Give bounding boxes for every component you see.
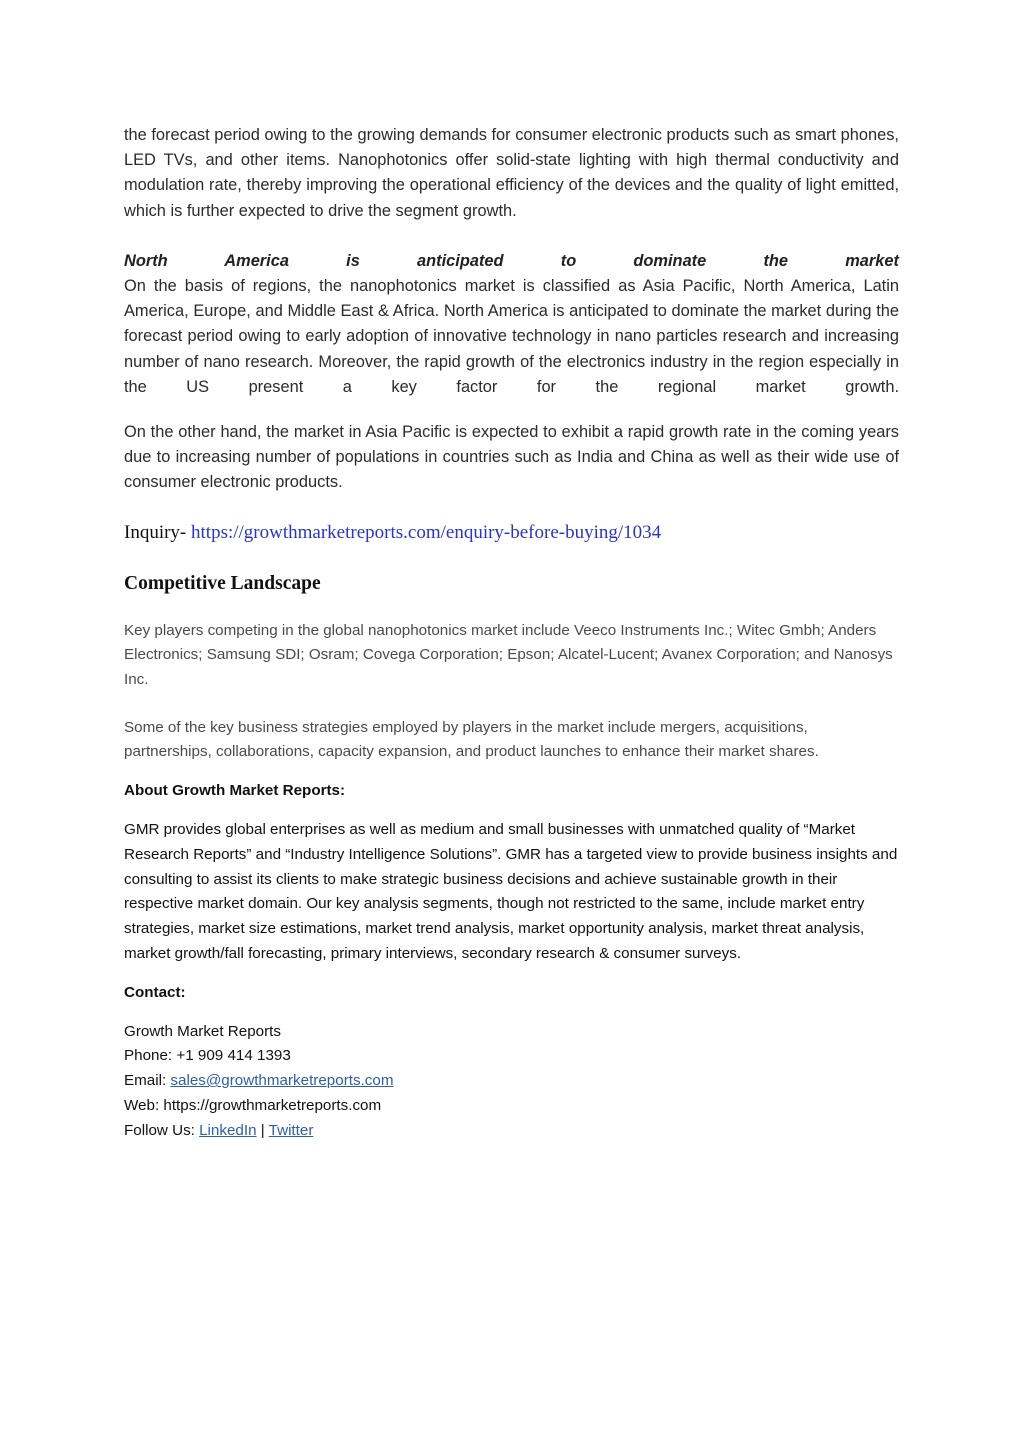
intro-paragraph: the forecast period owing to the growing demands for consumer electronic products such as smart phones, LED TVs, and other items. Nanophotonics offer solid-state lighting with high thermal conductivity and modulation rate, thereby improving the operational efficiency of the devices and the quality of light emitted, which is further expected to drive the segment growth. xyxy=(124,126,899,220)
page-content xyxy=(124,123,899,1144)
linkedin-link[interactable]: LinkedIn xyxy=(199,1121,257,1139)
inquiry-link[interactable]: https://growthmarketreports.com/enquiry-before-buying/1034 xyxy=(191,521,662,543)
contact-phone: Phone: +1 909 414 1393 xyxy=(124,1047,291,1065)
region-paragraph: On the basis of regions, the nanophotonics market is classified as Asia Pacific, North America, Latin America, Europe, and Middle East & Africa. North America is anticipated to dominate the market during the forecast period owing to early adoption of innovative technology in nano particles research and increasing number of nano research. Moreover, the rapid growth of the electronics industry in the region especially in the US present a key factor for the regional market growth. xyxy=(124,277,899,396)
email-link[interactable]: sales@growthmarketreports.com xyxy=(170,1072,394,1090)
email-label: Email: xyxy=(124,1072,171,1090)
twitter-link[interactable]: Twitter xyxy=(268,1121,314,1139)
strategies-paragraph: Some of the key business strategies employed by players in the market include mergers, acquisitions, partnerships, collaborations, capacity expansion, and product launches to enhance their market shares. xyxy=(124,718,819,761)
region-heading: North America is anticipated to dominate the market xyxy=(124,251,899,270)
contact-follow-line xyxy=(124,1119,899,1144)
about-heading: About Growth Market Reports: xyxy=(124,782,346,800)
players-paragraph: Key players competing in the global nanophotonics market include Veeco Instruments Inc.; Witec Gmbh; Anders Electronics; Samsung SDI; Osram; Covega Corporation; Epson; Alcatel-Lucent; Avanex Corporation; and Nanosys Inc. xyxy=(124,621,893,689)
contact-email-line xyxy=(124,1069,899,1094)
follow-label: Follow Us: xyxy=(124,1121,200,1139)
follow-separator: | xyxy=(256,1121,269,1139)
inquiry-line xyxy=(124,521,899,545)
competitive-heading: Competitive Landscape xyxy=(124,572,321,594)
about-paragraph: GMR provides global enterprises as well as medium and small businesses with unmatched quality of “Market Research Reports” and “Industry Intelligence Solutions”. GMR has a targeted view to provide business insights and consulting to assist its clients to make strategic business decisions and achieve sustainable growth in their respective market domain. Our key analysis segments, though not restricted to the same, include market entry strategies, market size estimations, market trend analysis, market opportunity analysis, market threat analysis, market growth/fall forecasting, primary interviews, secondary research & consumer surveys. xyxy=(124,820,898,962)
contact-company: Growth Market Reports xyxy=(124,1022,281,1040)
inquiry-label: Inquiry- xyxy=(124,521,192,543)
contact-heading: Contact: xyxy=(124,983,186,1001)
contact-web: Web: https://growthmarketreports.com xyxy=(124,1096,382,1114)
asia-paragraph: On the other hand, the market in Asia Pacific is expected to exhibit a rapid growth rate in the coming years due to increasing number of populations in countries such as India and China as well as their wide use of consumer electronic products. xyxy=(124,423,899,492)
